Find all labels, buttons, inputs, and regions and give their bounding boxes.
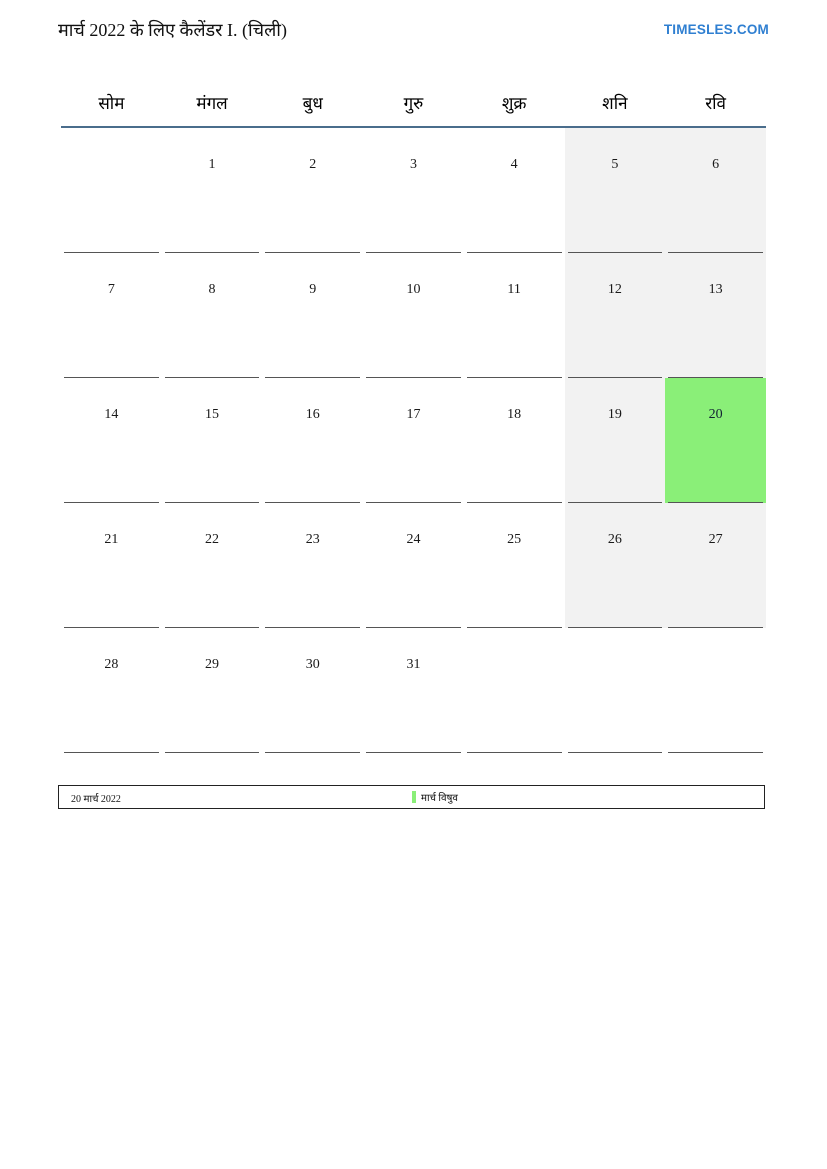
calendar-table (61, 78, 766, 753)
day-number: 7 (107, 282, 115, 297)
day-cell[interactable] (262, 127, 363, 253)
legend-event (412, 790, 458, 804)
day-cell-empty (565, 628, 666, 753)
day-number: 2 (309, 157, 317, 172)
day-number: 28 (104, 657, 119, 672)
day-cell[interactable] (665, 503, 766, 628)
day-cell[interactable] (464, 253, 565, 378)
day-cell[interactable] (162, 378, 263, 503)
weekday-header-thu: गुरु (403, 93, 424, 113)
legend-event-label: मार्च विषुव (421, 793, 458, 804)
day-number: 11 (507, 282, 521, 297)
day-number: 4 (510, 157, 518, 172)
page-title: मार्च 2022 के लिए कैलेंडर I. (चिली) (58, 20, 287, 40)
day-number: 1 (208, 157, 216, 172)
legend-color-swatch-icon (412, 791, 416, 803)
day-number: 26 (607, 532, 622, 547)
day-cell[interactable] (162, 503, 263, 628)
day-cell[interactable] (262, 253, 363, 378)
day-cell[interactable] (565, 127, 666, 253)
day-cell[interactable] (565, 503, 666, 628)
day-number: 16 (305, 407, 320, 422)
weekday-header-tue: मंगल (196, 93, 228, 113)
day-cell[interactable] (363, 378, 464, 503)
day-number: 23 (305, 532, 320, 547)
day-number: 8 (208, 282, 216, 297)
calendar-grid (61, 78, 766, 753)
day-number: 5 (611, 157, 619, 172)
day-cell[interactable] (61, 378, 162, 503)
day-cell[interactable] (464, 378, 565, 503)
day-cell[interactable] (464, 503, 565, 628)
day-cell[interactable] (565, 378, 666, 503)
day-number: 31 (406, 657, 421, 672)
brand-link[interactable]: TIMESLES.COM (663, 22, 769, 37)
day-cell[interactable] (363, 253, 464, 378)
day-cell[interactable] (61, 253, 162, 378)
day-cell-highlighted[interactable] (665, 378, 766, 503)
legend-date: 20 मार्च 2022 (71, 794, 121, 805)
day-number: 24 (406, 532, 421, 547)
weekday-header-sat: शनि (602, 93, 628, 113)
day-cell[interactable] (262, 378, 363, 503)
day-cell[interactable] (665, 127, 766, 253)
day-cell[interactable] (363, 127, 464, 253)
day-cell[interactable] (61, 628, 162, 753)
day-number: 17 (406, 407, 421, 422)
day-number: 29 (205, 657, 220, 672)
calendar-week-row (61, 503, 766, 628)
day-cell[interactable] (363, 503, 464, 628)
day-cell[interactable] (665, 253, 766, 378)
day-cell[interactable] (262, 503, 363, 628)
day-number: 14 (104, 407, 119, 422)
day-cell-empty (464, 628, 565, 753)
day-number: 10 (406, 282, 421, 297)
day-number: 6 (712, 157, 720, 172)
weekday-header-mon: सोम (98, 93, 125, 113)
day-cell[interactable] (464, 127, 565, 253)
weekday-header-fri: शुक्र (501, 93, 527, 113)
day-number: 3 (409, 157, 417, 172)
day-number: 30 (305, 657, 320, 672)
calendar-week-row (61, 253, 766, 378)
day-cell[interactable] (363, 628, 464, 753)
day-cell[interactable] (162, 628, 263, 753)
day-number: 15 (205, 407, 220, 422)
day-cell[interactable] (262, 628, 363, 753)
day-number: 18 (507, 407, 522, 422)
calendar-week-row (61, 378, 766, 503)
day-cell[interactable] (61, 503, 162, 628)
calendar-week-row (61, 127, 766, 253)
day-cell[interactable] (61, 127, 162, 253)
day-number: 9 (309, 282, 317, 297)
calendar-header-row (61, 78, 766, 127)
day-cell[interactable] (565, 253, 666, 378)
day-number: 19 (607, 407, 622, 422)
day-number: 13 (708, 282, 723, 297)
day-number: 12 (607, 282, 622, 297)
page-header (0, 18, 827, 52)
day-number: 20 (708, 407, 723, 422)
day-number: 22 (205, 532, 220, 547)
calendar-week-row (61, 628, 766, 753)
calendar-body (61, 127, 766, 753)
day-number: 21 (104, 532, 119, 547)
legend-bar (58, 785, 765, 809)
day-cell-empty (665, 628, 766, 753)
day-cell[interactable] (162, 253, 263, 378)
weekday-header-wed: बुध (302, 93, 323, 113)
weekday-header-sun: रवि (705, 93, 727, 113)
day-cell[interactable] (162, 127, 263, 253)
day-number: 25 (507, 532, 522, 547)
day-number: 27 (708, 532, 723, 547)
